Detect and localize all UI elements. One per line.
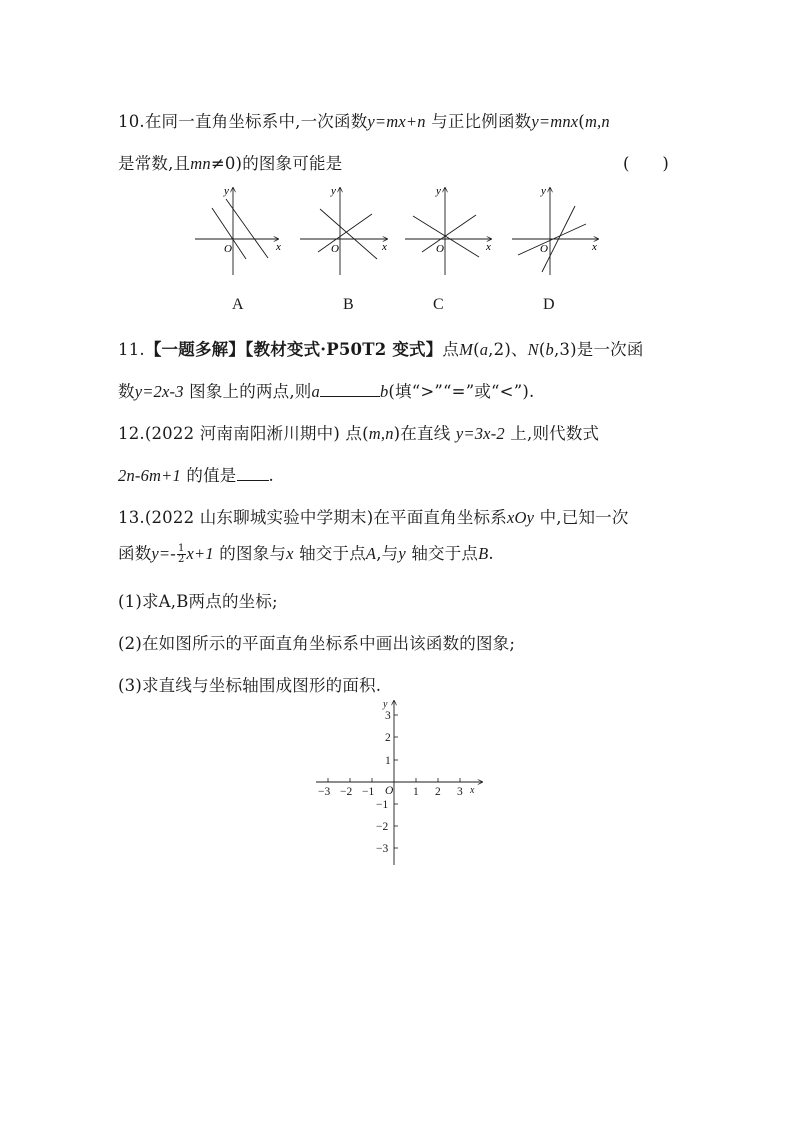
q13-line-1: 13.(2022 山东聊城实验中学期末)在平面直角坐标系xOy 中,已知一次 — [118, 508, 629, 527]
option-d-graph — [512, 185, 598, 275]
q10-line-2: 是常数,且mn≠0)的图象可能是 — [118, 154, 343, 173]
option-c-y-label: y — [436, 185, 441, 197]
q11-tag-textbook-variant: 【教材变式·P50T2 变式】 — [245, 340, 443, 359]
y-tick-2: 2 — [385, 732, 391, 744]
x-tick-neg1: −1 — [362, 786, 375, 798]
q10-number: 10. — [118, 112, 145, 131]
option-d-y-label: y — [541, 185, 546, 197]
option-b-y-label: y — [331, 185, 336, 197]
x-tick-2: 2 — [435, 786, 441, 798]
x-tick-3: 3 — [457, 786, 463, 798]
y-tick-3: 3 — [385, 710, 391, 722]
q10-answer-paren: ( ) — [623, 154, 669, 173]
y-tick-neg2: −2 — [376, 821, 389, 833]
x-tick-1: 1 — [413, 786, 419, 798]
one-half-fraction: $\frac{1}{2}$ — [177, 543, 185, 565]
q10-option-graphs — [0, 180, 794, 280]
q11-tag-multi-solution: 【一题多解】 — [144, 340, 246, 359]
y-tick-neg3: −3 — [376, 843, 389, 855]
q13-sub-1: (1)求A,B两点的坐标; — [118, 592, 278, 611]
q11-line-2: 数y=2x-3 图象上的两点,则a b(填“>”“=”或“<”). — [118, 382, 535, 401]
q11-number: 11. — [118, 340, 145, 359]
q12-line-1: 12.(2022 河南南阳淅川期中) 点(m,n)在直线 y=3x-2 上,则代数式 — [118, 424, 600, 443]
x-tick-neg2: −2 — [340, 786, 353, 798]
option-a-origin: O — [224, 243, 232, 255]
option-b-origin: O — [331, 243, 339, 255]
y-tick-1: 1 — [385, 755, 391, 767]
option-c-origin: O — [436, 243, 444, 255]
option-c-x-label: x — [486, 241, 491, 253]
x-tick-neg3: −3 — [318, 786, 331, 798]
option-a-x-label: x — [276, 241, 281, 253]
y-tick-neg1: −1 — [376, 799, 389, 811]
option-c-graph — [405, 185, 491, 275]
q12-line-2: 2n-6m+1 的值是 . — [118, 466, 274, 485]
option-a-label: A — [232, 296, 244, 313]
q11-line-1: 11.【一题多解】【教材变式·P50T2 变式】点M(a,2)、N(b,3)是一次函 — [118, 340, 644, 359]
q13-sub-3: (3)求直线与坐标轴围成图形的面积. — [118, 676, 382, 695]
option-a-y-label: y — [224, 185, 229, 197]
q13-coordinate-grid — [310, 695, 510, 875]
option-d-x-label: x — [592, 241, 597, 253]
option-d-label: D — [543, 296, 555, 313]
q11-answer-blank[interactable] — [320, 395, 380, 397]
option-b-label: B — [343, 296, 354, 313]
option-d-origin: O — [540, 243, 548, 255]
q13-number: 13. — [118, 508, 145, 527]
q10-line-1: 10.在同一直角坐标系中,一次函数y=mx+n 与正比例函数y=mnx(m,n — [118, 112, 610, 131]
option-b-graph — [300, 185, 387, 275]
option-c-label: C — [433, 296, 444, 313]
q12-answer-blank[interactable] — [237, 479, 269, 481]
grid-y-label: y — [383, 699, 388, 710]
grid-origin-label: O — [385, 785, 394, 797]
q13-line-2: 函数y=- $\frac{1}{2}$ x+1 的图象与x 轴交于点A,与y 轴交于点B. — [118, 543, 494, 565]
grid-x-label: x — [470, 785, 475, 796]
q13-sub-2: (2)在如图所示的平面直角坐标系中画出该函数的图象; — [118, 634, 516, 653]
q12-number: 12. — [118, 424, 145, 443]
option-b-x-label: x — [382, 241, 387, 253]
option-a-graph — [195, 185, 281, 275]
